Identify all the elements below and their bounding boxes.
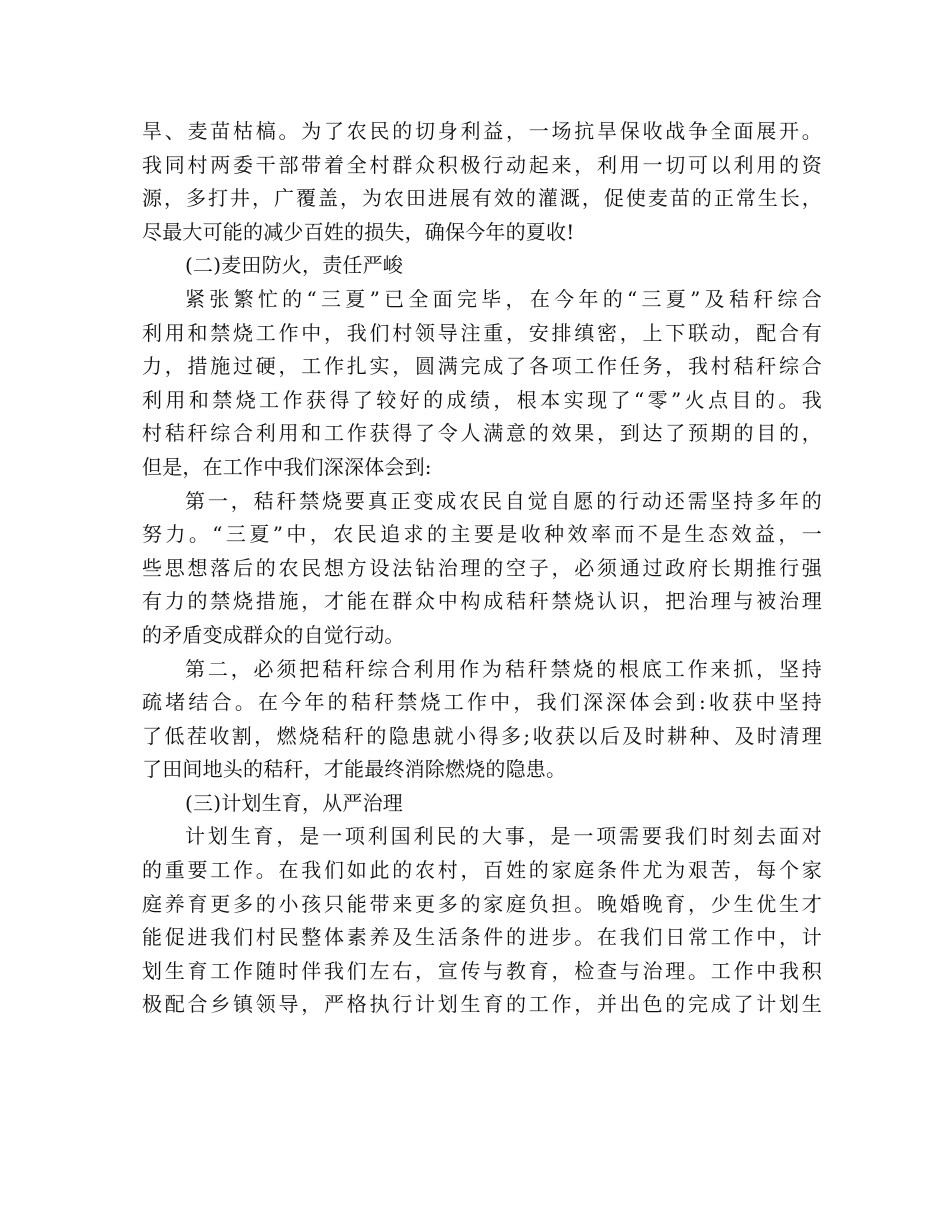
text-line: 源，多打井，广覆盖，为农田进展有效的灌溉，促使麦苗的正常生长， bbox=[142, 186, 822, 211]
text-line: 极配合乡镇领导，严格执行计划生育的工作，并出色的完成了计划生 bbox=[142, 992, 822, 1017]
section-heading: (二)麦田防火，责任严峻 bbox=[185, 253, 404, 278]
text-line: 第二，必须把秸秆综合利用作为秸秆禁烧的根底工作来抓，坚持 bbox=[185, 656, 822, 681]
text-line: 利用和禁烧工作获得了较好的成绩，根本实现了“零”火点目的。我 bbox=[142, 387, 822, 412]
text-line: 庭养育更多的小孩只能带来更多的家庭负担。晚婚晚育，少生优生才 bbox=[142, 891, 822, 916]
text-line: 旱、麦苗枯槁。为了农民的切身利益，一场抗旱保收战争全面展开。 bbox=[142, 119, 822, 143]
text-line: 努力。“三夏”中，农民追求的主要是收种效率而不是生态效益，一 bbox=[142, 522, 822, 547]
text-line: 了低茬收割，燃烧秸秆的隐患就小得多;收获以后及时耕种、及时清理 bbox=[142, 723, 822, 748]
text-line: 划生育工作随时伴我们左右，宣传与教育，检查与治理。工作中我积 bbox=[142, 958, 822, 983]
text-line: 紧张繁忙的“三夏”已全面完毕，在今年的“三夏”及秸秆综合 bbox=[185, 286, 822, 311]
text-line: 些思想落后的农民想方设法钻治理的空子，必须通过政府长期推行强 bbox=[142, 555, 822, 580]
text-line: 尽最大可能的减少百姓的损失，确保今年的夏收! bbox=[142, 219, 575, 244]
text-line: 村秸秆综合利用和工作获得了令人满意的效果，到达了预期的目的， bbox=[142, 421, 822, 446]
text-line: 有力的禁烧措施，才能在群众中构成秸秆禁烧认识，把治理与被治理 bbox=[142, 589, 822, 614]
text-line: 第一，秸秆禁烧要真正变成农民自觉自愿的行动还需坚持多年的 bbox=[185, 488, 822, 513]
text-line: 的矛盾变成群众的自觉行动。 bbox=[142, 622, 405, 647]
text-line: 的重要工作。在我们如此的农村，百姓的家庭条件尤为艰苦，每个家 bbox=[142, 858, 822, 883]
document-body bbox=[142, 115, 822, 1022]
text-line: 疏堵结合。在今年的秸秆禁烧工作中，我们深深体会到:收获中坚持 bbox=[142, 690, 822, 715]
text-line: 了田间地头的秸秆，才能最终消除燃烧的隐患。 bbox=[142, 757, 567, 782]
text-line: 能促进我们村民整体素养及生活条件的进步。在我们日常工作中，计 bbox=[142, 925, 822, 950]
text-line: 力，措施过硬，工作扎实，圆满完成了各项工作任务，我村秸秆综合 bbox=[142, 354, 822, 379]
text-line: 但是，在工作中我们深深体会到: bbox=[142, 454, 432, 479]
text-line: 计划生育，是一项利国利民的大事，是一项需要我们时刻去面对 bbox=[185, 824, 822, 849]
text-line: 我同村两委干部带着全村群众积极行动起来，利用一切可以利用的资 bbox=[142, 152, 822, 177]
text-line: 利用和禁烧工作中，我们村领导注重，安排缜密，上下联动，配合有 bbox=[142, 320, 822, 345]
section-heading: (三)计划生育，从严治理 bbox=[185, 790, 404, 815]
